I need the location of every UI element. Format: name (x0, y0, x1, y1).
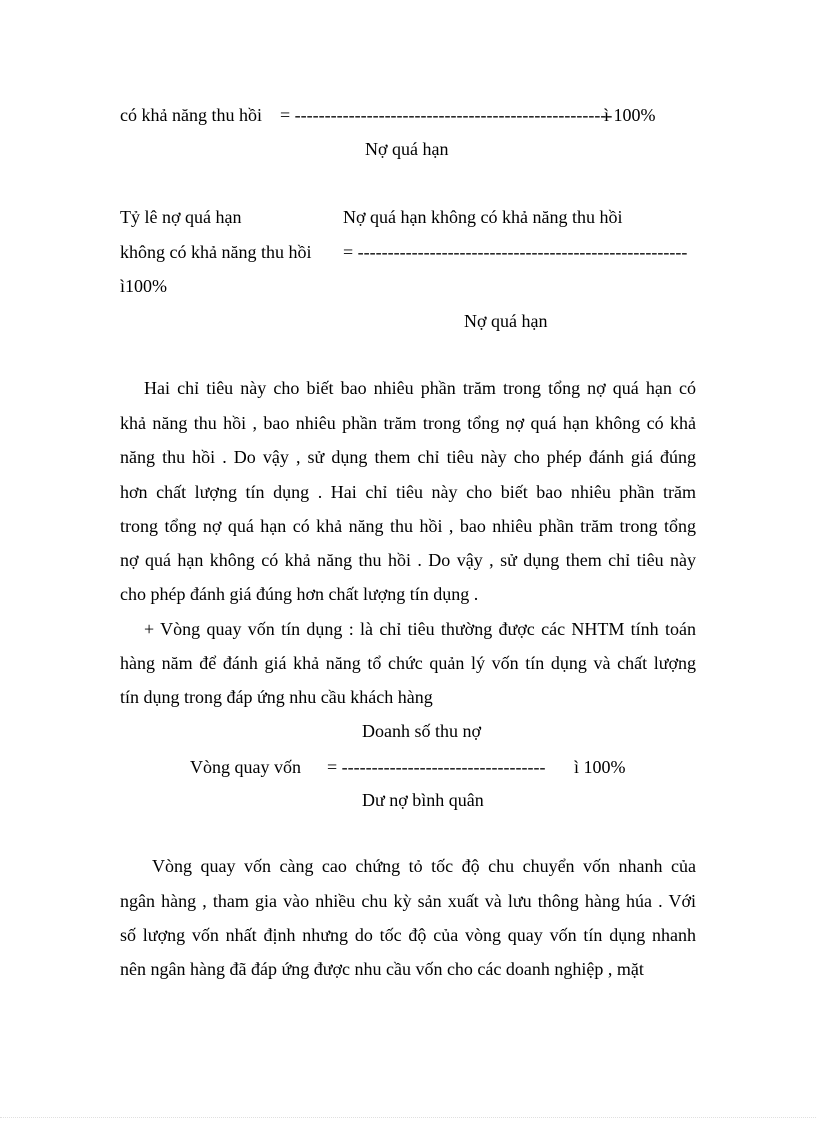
paragraph3-line: Vòng quay vốn càng cao chứng tỏ tốc độ chu chuyển vốn nhanh của (152, 856, 696, 876)
formula-a-fraction-bar: = ----------------------------------------------------- (280, 105, 613, 125)
page-bottom-edge (0, 1117, 816, 1118)
paragraph2-line: tín dụng trong đáp ứng nhu cầu khách hàng (120, 687, 433, 707)
paragraph1-line: cho phép đánh giá đúng hơn chất lượng tín dụng . (120, 584, 479, 604)
formula-c-denominator: Dư nợ bình quân (362, 790, 484, 810)
formula-b-fraction-bar: = ------------------------------------------------------- (343, 242, 688, 262)
paragraph1-line: Hai chỉ tiêu này cho biết bao nhiêu phần trăm trong tổng nợ quá hạn có (144, 378, 696, 398)
paragraph1-line: trong tổng nợ quá hạn có khả năng thu hồi , bao nhiêu phần trăm trong tổng (120, 516, 696, 536)
paragraph2-line: hàng năm để đánh giá khả năng tổ chức quản lý vốn tín dụng và chất lượng (120, 653, 696, 673)
formula-b-label-line2: không có khả năng thu hồi (120, 242, 312, 262)
paragraph1-line: hơn chất lượng tín dụng . Hai chỉ tiêu này cho biết bao nhiêu phần trăm (120, 482, 696, 502)
formula-b-denominator: Nợ quá hạn (464, 311, 548, 331)
formula-a-factor: ì 100% (604, 105, 656, 125)
paragraph3-line: ngân hàng , tham gia vào nhiều chu kỳ sản xuất và lưu thông hàng húa . Với (120, 891, 696, 911)
formula-c-factor: ì 100% (574, 757, 626, 777)
paragraph1-line: khả năng thu hồi , bao nhiêu phần trăm trong tổng nợ quá hạn không có khả (120, 413, 696, 433)
formula-a-left-label: có khả năng thu hồi (120, 105, 262, 125)
paragraph3-line: số lượng vốn nhất định nhưng do tốc độ của vòng quay vốn tín dụng nhanh (120, 925, 696, 945)
formula-b-numerator: Nợ quá hạn không có khả năng thu hồi (343, 207, 623, 227)
paragraph2-line: + Vòng quay vốn tín dụng : là chỉ tiêu thường được các NHTM tính toán (144, 619, 696, 639)
formula-b-factor: ì100% (120, 276, 167, 296)
formula-c-fraction-bar: = ---------------------------------- (327, 757, 546, 777)
paragraph3-line: nên ngân hàng đã đáp ứng được nhu cầu vốn cho các doanh nghiệp , mặt (120, 959, 644, 979)
paragraph1-line: năng thu hồi . Do vậy , sử dụng them chỉ tiêu này cho phép đánh giá đúng (120, 447, 696, 467)
formula-c-numerator: Doanh số thu nợ (362, 721, 482, 741)
formula-b-label-line1: Tỷ lê nợ quá hạn (120, 207, 242, 227)
formula-c-left-label: Vòng quay vốn (190, 757, 301, 777)
paragraph1-line: nợ quá hạn không có khả năng thu hồi . Do vậy , sử dụng them chỉ tiêu này (120, 550, 696, 570)
formula-a-denominator: Nợ quá hạn (365, 139, 449, 159)
